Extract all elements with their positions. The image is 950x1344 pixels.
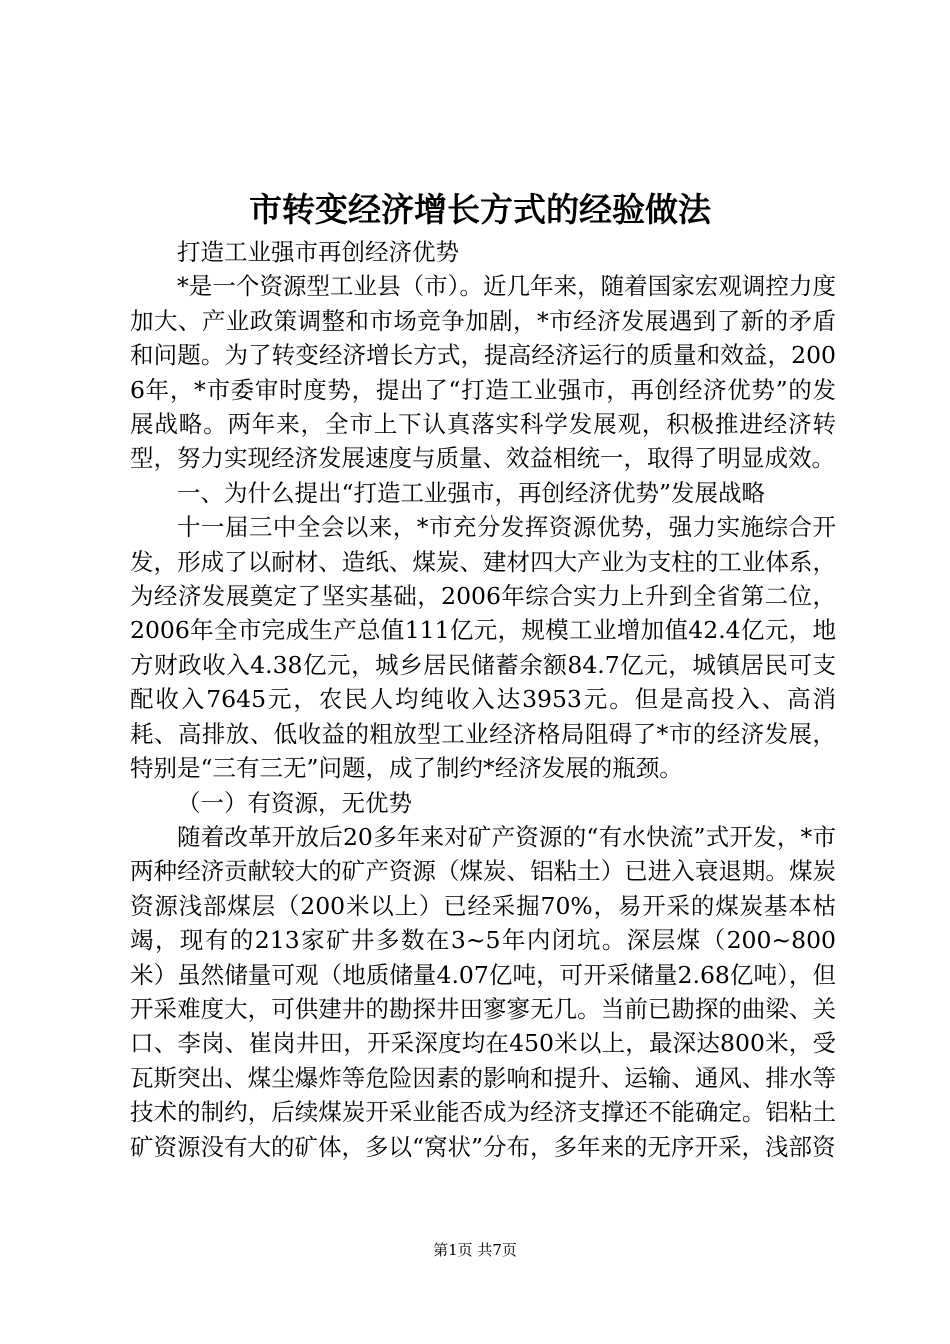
subsection-1-paragraph: 随着改革开放后20多年来对矿产资源的“有水快流”式开发，*市两种经济贡献较大的矿产资源（煤炭、铝粘土）已进入衰退期。煤炭资源浅部煤层（200米以上）已经采掘70%，易开采的煤炭基本枯竭，现有的213家矿井多数在3~5年内闭坑。深层煤（200~800米）虽然储量可观（地质储量4.07亿吨，可开采储量2.68亿吨），但开采难度大，可供建井的勘探井田寥寥无几。当前已勘探的曲梁、关口、李岗、崔岗井田，开采深度均在450米以上，最深达800米，受瓦斯突出、煤尘爆炸等危险因素的影响和提升、运输、通风、排水等技术的制约，后续煤炭开采业能否成为经济支撑还不能确定。铝粘土矿资源没有大的矿体，多以“窝状”分布，多年来的无序开采，浅部资: [130, 822, 836, 1161]
section-1-paragraph: 十一届三中全会以来，*市充分发挥资源优势，强力实施综合开发，形成了以耐材、造纸、煤炭、建材四大产业为支柱的工业体系，为经济发展奠定了坚实基础，2006年综合实力上升到全省第二位，2006年全市完成生产总值111亿元，规模工业增加值42.4亿元，地方财政收入4.38亿元，城乡居民储蓄余额84.7亿元，城镇居民可支配收入7645元，农民人均纯收入达3953元。但是高投入、高消耗、高排放、低收益的粗放型工业经济格局阻碍了*市的经济发展，特别是“三有三无”问题，成了制约*经济发展的瓶颈。: [130, 513, 836, 783]
section-heading-1: 一、为什么提出“打造工业强市，再创经济优势”发展战略: [177, 478, 766, 507]
document-body: [130, 235, 836, 1164]
subtitle-paragraph: 打造工业强市再创经济优势: [177, 238, 459, 266]
intro-paragraph: *是一个资源型工业县（市）。近几年来，随着国家宏观调控力度加大、产业政策调整和市场竞争加剧，*市经济发展遇到了新的矛盾和问题。为了转变经济增长方式，提高经济运行的质量和效益，2006年，*市委审时度势，提出了“打造工业强市，再创经济优势”的发展战略。两年来，全市上下认真落实科学发展观，积极推进经济转型，努力实现经济发展速度与质量、效益相统一，取得了明显成效。: [130, 272, 836, 473]
subsection-heading-1: （一）有资源，无优势: [177, 788, 412, 817]
document-title: 市转变经济增长方式的经验做法: [249, 190, 711, 229]
page-number-footer: 第1页 共7页: [433, 1241, 517, 1259]
